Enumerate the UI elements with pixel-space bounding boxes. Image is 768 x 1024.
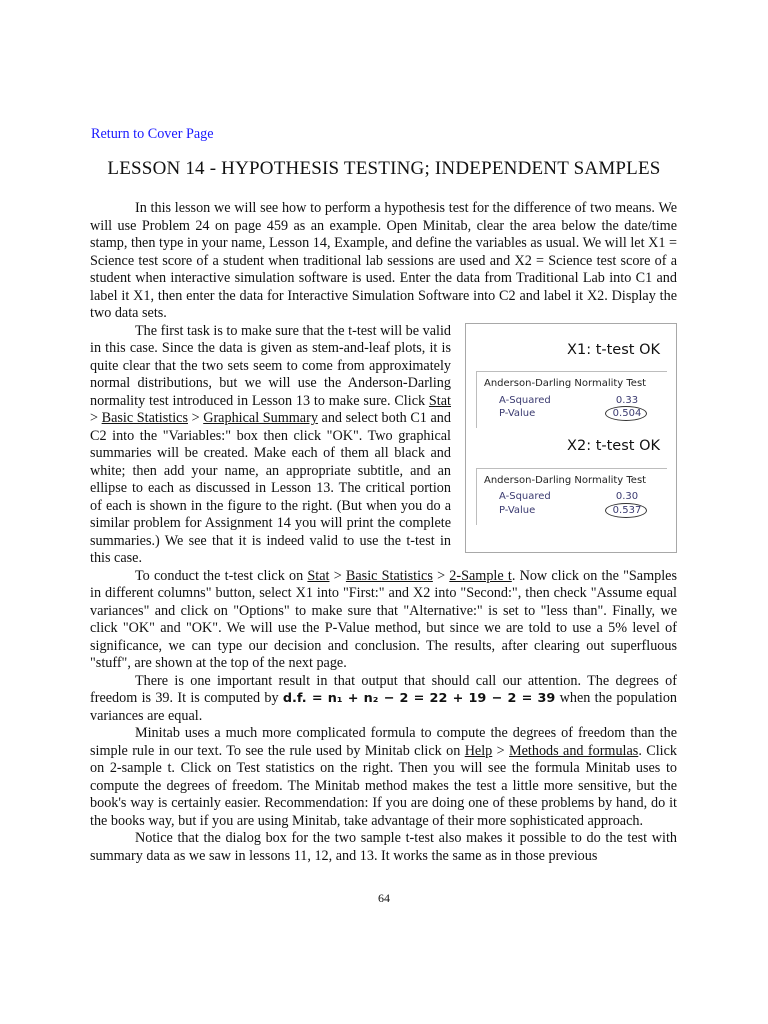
normality-test-figure (465, 323, 677, 553)
x2-p-value-label: P-Value (499, 504, 536, 516)
menu-stat: Stat (428, 392, 451, 409)
intro-paragraph: In this lesson we will see how to perform a hypothesis test for the difference of two means. We will use Problem 24 on page 459 as an example. Open Minitab, clear the area below the date/time stamp, then type in your name, Lesson 14, Example, and define the variables as usual. We will let X1 = Science test score of a student when traditional lab sessions are used and X2 = Science test score of a student when interactive simulation software is used. Enter the data from Traditional Lab into C1 and label it X1, then enter the data for Interactive Simulation Software into C2 and label it X2. Display the two data sets. (90, 200, 677, 321)
x1-p-value-label: P-Value (499, 407, 536, 419)
minitab-formula-paragraph: Minitab uses a much more complicated formula to compute the degrees of freedom than the simple rule in our text. To see the rule used by Minitab click on Help > Methods and formulas. Click on 2-sample t. Click on Test statistics on the right. Then you will see the formula Minitab uses to compute the degrees of freedom. The Minitab method makes the test a little more sensitive, but the book's way is certainly easier. Recommendation: If you are doing one of these problems by hand, do it the books way, but if you are using Minitab, take advantage of their more sophisticated approach. (90, 725, 677, 829)
x1-p-value-ellipse (605, 406, 647, 421)
x2-p-value: 0.537 (612, 504, 642, 516)
t-test-paragraph: To conduct the t-test click on Stat > Basic Statistics > 2-Sample t. Now click on the "Samples in different columns" button, select X1 into "First:" and X2 into "Second:", then check "Assume equal variances" and click on "Options" to make sure that "Alternative:" is set to "less than". Finally, we click "OK" and "OK". We will use the P-Value method, but since we are told to use a 5% level of significance, we can type our decision and conclusion. The results, after clearing out superfluous "stuff", are shown at the top of the next page. (90, 567, 677, 671)
return-to-cover-link[interactable]: Return to Cover Page (91, 126, 214, 142)
x1-figure-title: X1: t-test OK (567, 341, 660, 358)
x2-figure-title: X2: t-test OK (567, 437, 660, 454)
x1-anderson-darling-box (476, 371, 667, 428)
menu-2-sample-t: 2-Sample t (449, 567, 512, 584)
degrees-of-freedom-paragraph: There is one important result in that output that should call our attention. The degrees of freedom is 39. It is computed by d.f. = n₁ + n₂ − 2 = 22 + 19 − 2 = 39 when the population variances are equal. (90, 672, 678, 724)
summary-data-paragraph: Notice that the dialog box for the two sample t-test also makes it possible to do the test with summary data as we saw in lessons 11, 12, and 13. It works the same as in those previous (90, 830, 677, 864)
x1-ad-heading: Anderson-Darling Normality Test (484, 377, 647, 389)
x1-a-squared-value: 0.33 (615, 394, 639, 406)
x2-ad-heading: Anderson-Darling Normality Test (484, 474, 647, 486)
menu-stat-2: Stat (307, 567, 330, 584)
menu-help: Help (464, 742, 493, 759)
page-number: 64 (378, 891, 390, 905)
lesson-title: LESSON 14 - HYPOTHESIS TESTING; INDEPENDENT SAMPLES (107, 158, 661, 179)
menu-basic-statistics: Basic Statistics (101, 410, 188, 426)
normality-paragraph: The first task is to make sure that the t-test will be valid in this case. Since the data is given as stem-and-leaf plots, it is quite clear that the two sets seem to come from approximately normal distributions, but we will use the Anderson-Darling normality test introduced in Lesson 13 to make sure. Click Stat > Basic Statistics > Graphical Summary and select both C1 and C2 into the "Variables:" box then click "OK". Two graphical summaries will be created. Make each of them all black and white; then add your name, an appropriate subtitle, and an ellipse to each as discussed in Lesson 13. The critical portion of each is shown in the figure to the right. (But when you do a similar problem for Assignment 14 you will print the complete summaries.) We see that it is indeed valid to use the t-test in this case. (90, 322, 451, 566)
x2-anderson-darling-box (476, 468, 667, 525)
x2-a-squared-label: A-Squared (499, 490, 551, 502)
df-formula: d.f. = n₁ + n₂ − 2 = 22 + 19 − 2 = 39 (282, 691, 556, 706)
x1-p-value: 0.504 (612, 407, 642, 419)
menu-graphical-summary: Graphical Summary (203, 410, 318, 426)
menu-basic-statistics-2: Basic Statistics (345, 567, 433, 584)
lesson-body (90, 200, 677, 865)
menu-methods-and-formulas: Methods and formulas (509, 742, 639, 759)
x2-a-squared-value: 0.30 (615, 490, 639, 502)
x1-a-squared-label: A-Squared (499, 394, 551, 406)
x2-p-value-ellipse (605, 503, 647, 518)
